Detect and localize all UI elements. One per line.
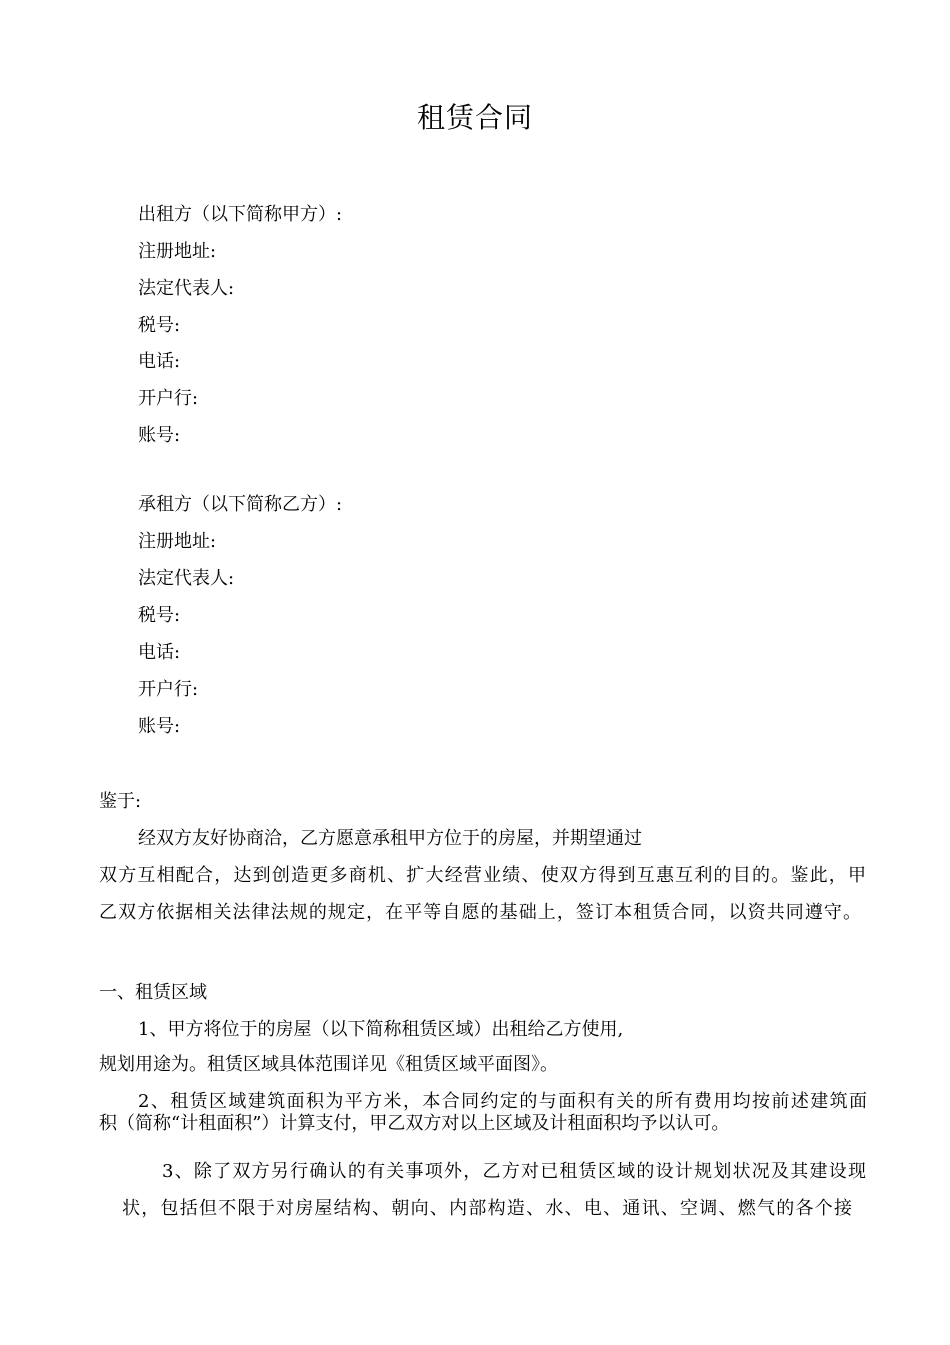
- clause-3-line-1: 3、除了双方另行确认的有关事项外，乙方对已租赁区域的设计规划状况及其建设现: [162, 1161, 866, 1182]
- lessee-phone: 电话:: [138, 642, 181, 663]
- clause-3-line-2: 状，包括但不限于对房屋结构、朝向、内部构造、水、电、通讯、空调、燃气的各个接: [122, 1198, 852, 1219]
- lessor-heading: 出租方（以下简称甲方）:: [138, 204, 343, 225]
- preamble-line-3: 乙双方依据相关法律法规的规定，在平等自愿的基础上，签订本租赁合同，以资共同遵守。: [99, 902, 861, 923]
- clause-1-line-2: 规划用途为。租赁区域具体范围详见《租赁区域平面图》。: [99, 1054, 558, 1075]
- lessor-address: 注册地址:: [138, 241, 217, 262]
- preamble-label: 鉴于:: [99, 791, 142, 812]
- document-title: 租赁合同: [416, 101, 533, 134]
- lessor-representative: 法定代表人:: [138, 278, 235, 299]
- clause-2-line-2: 积（简称“计租面积”）计算支付，甲乙双方对以上区域及计租面积均予以认可。: [99, 1113, 730, 1134]
- lessor-account: 账号:: [138, 425, 181, 446]
- clause-1-line-1: 1、甲方将位于的房屋（以下简称租赁区域）出租给乙方使用,: [138, 1019, 624, 1040]
- lessee-account: 账号:: [138, 716, 181, 737]
- section-1-heading: 一、租赁区域: [99, 982, 207, 1003]
- preamble-line-2: 双方互相配合，达到创造更多商机、扩大经营业绩、使双方得到互惠互利的目的。鉴此，甲: [99, 865, 866, 886]
- lessee-heading: 承租方（以下简称乙方）:: [138, 494, 343, 515]
- lessee-address: 注册地址:: [138, 531, 217, 552]
- lessor-bank: 开户行:: [138, 388, 199, 409]
- clause-2-line-1: 2、租赁区域建筑面积为平方米，本合同约定的与面积有关的所有费用均按前述建筑面: [138, 1091, 867, 1112]
- lessor-tax-id: 税号:: [138, 315, 181, 336]
- lessee-bank: 开户行:: [138, 679, 199, 700]
- lessor-phone: 电话:: [138, 351, 181, 372]
- preamble-line-1: 经双方友好协商洽，乙方愿意承租甲方位于的房屋，并期望通过: [138, 828, 642, 849]
- lessee-tax-id: 税号:: [138, 605, 181, 626]
- lessee-representative: 法定代表人:: [138, 568, 235, 589]
